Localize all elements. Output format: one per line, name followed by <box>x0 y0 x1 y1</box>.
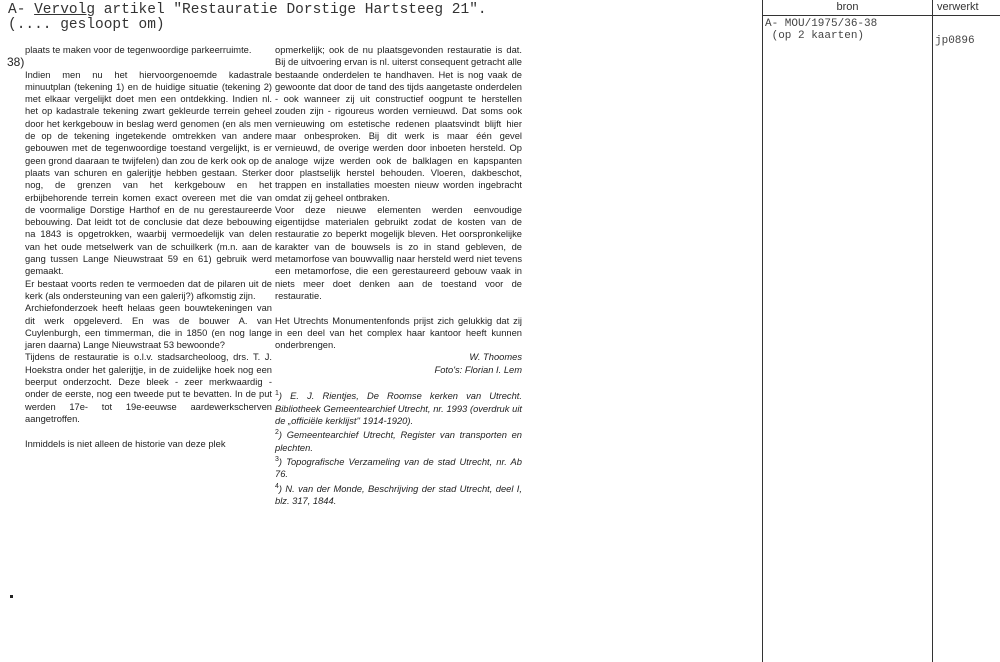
paragraph: Tijdens de restauratie is o.l.v. stadsarcheoloog, drs. T. J. Hoekstra onder het galerijtje, in de zuidelijke hoek nog een beerput onderzocht. Deze bleek - zeer merkwaardig - onder de eerste, nog een tweede put te bevatten. In de put werden 17e- tot 19e-eeuwse aardewerkscherven aangetroffen. <box>25 352 272 424</box>
article-subtitle: (.... gesloopt om) <box>8 17 165 33</box>
text-column-right <box>275 44 522 507</box>
paragraph: Er bestaat voorts reden te vermoeden dat de pilaren uit de kerk (als ondersteuning van een galerij?) afkomstig zijn. <box>25 278 272 301</box>
footnote: $^2$) Gemeentearchief Utrecht, Register van transporten en plechten. <box>275 429 522 453</box>
paragraph: Indien men nu het hiervoorgenoemde kadastrale minuutplan (tekening 1) en de huidige situatie (tekening 2) met elkaar vergelijkt doet men een ontdekking. Indien nl. het op kadastrale tekening zwart gekleurde terrein geheel door het kerkgebouw in beslag werd genomen (en als men de op de tekening ingetekende omtrekken van andere gebouwen met de tegenwoordige toestand vergelijkt, is er geen grond daaraan te twijfelen) dan zou de kerk ook op de plaats van schuren en galerijtje hebben gestaan. Sterker nog, de grenzen van het kerkgebouw en het erbijbehorende terrein komen exact overeen met die van de voormalige Dorstige Harthof en de nu gerestaureerde bebouwing. Dat leidt tot de conclusie dat deze bebouwing na 1843 is opgetrokken, waarbij vermoedelijk van delen van het oude metselwerk van de schuilkerk (m.n. aan de gang tussen Lange Nieuwstraat 59 en 61) gebruik werd gemaakt. <box>25 69 272 277</box>
paragraph: Het Utrechts Monumentenfonds prijst zich gelukkig dat zij in een deel van het complex haar kantoor heeft kunnen onderbrengen. <box>275 315 522 351</box>
title-rest: artikel "Restauratie Dorstige Hartsteeg 21". <box>95 2 487 18</box>
title-vervolg: Vervolg <box>34 2 96 18</box>
table-header-rule <box>762 15 1000 16</box>
table-border-middle <box>932 0 933 662</box>
article-title <box>8 3 487 18</box>
author: W. Thoomes <box>469 352 522 363</box>
paragraph: Archiefonderzoek heeft helaas geen bouwtekeningen van dit werk opgeleverd. En was de bouwer A. van Cuylenburgh, een timmerman, die in 1850 (en nog lange jaren daarna) Lange Nieuwstraat 53 bewoonde? <box>25 303 272 351</box>
footnote: $^3$) Topografische Verzameling van de stad Utrecht, nr. Ab 76. <box>275 456 522 480</box>
table-border-left <box>762 0 763 662</box>
paragraph: Inmiddels is niet alleen de historie van deze plek <box>25 438 226 449</box>
paragraph: plaats te maken voor de tegenwoordige parkeerruimte. <box>25 45 252 55</box>
photo-credit: Foto's: Florian I. Lem <box>434 364 522 375</box>
title-prefix: A- <box>8 2 35 18</box>
text-column-left <box>25 44 272 450</box>
page-number: 38) <box>7 55 25 69</box>
header-verwerkt: verwerkt <box>937 1 979 13</box>
cell-verwerkt: jp0896 <box>935 35 975 47</box>
footnote: $^4$) N. van der Monde, Beschrijving der stad Utrecht, deel I, blz. 317, 1844. <box>275 482 522 507</box>
cell-bron: A- MOU/1975/36-38 (op 2 kaarten) <box>765 18 878 42</box>
speck <box>10 595 13 598</box>
paragraph: Voor deze nieuwe elementen werden eenvoudige eigentijdse materialen gebruikt zodat de kosten van de restauratie zo beperkt mogelijk bleven. Het oorspronkelijke karakter van de bouwsels is zo in stand gebleven, de metamorfose van bouwvallig naar hersteld werd niet tevens een metamorfose, die een gerestaureerd gebouw vaak in niets meer doet denken aan de toestand voor de restauratie. <box>275 204 522 301</box>
footnote: $^1$) E. J. Rientjes, De Roomse kerken van Utrecht. Bibliotheek Gemeentearchief Utrecht, nr. 1993 (overdruk uit de „officiële kerklijst'' 1914-1920). <box>275 390 522 427</box>
paragraph: opmerkelijk; ook de nu plaatsgevonden restauratie is dat. Bij de uitvoering ervan is nl. uiterst consequent getracht alle bestaande onderdelen te handhaven. Het is nog vaak de gewoonte dat door de tand des tijds aangetaste onderdelen - ook wanneer zij uit constructief oogpunt te herstellen zouden zijn - rigoureus worden vernieuwd. Dat soms ook vernieuwing om estetische redenen plaatsvindt blijft hier maar onbesproken. Bij dit werk is maar één gevel vernieuwd, de overige werden door inboeten hersteld. Op analoge wijze werden ook de balklagen en kapspanten door plastselijk herstel behouden. Vloeren, dakbeschot, trappen en installaties moesten nieuw worden ingebracht omdat zij geheel ontbraken. <box>275 45 522 203</box>
header-bron: bron <box>836 1 859 13</box>
